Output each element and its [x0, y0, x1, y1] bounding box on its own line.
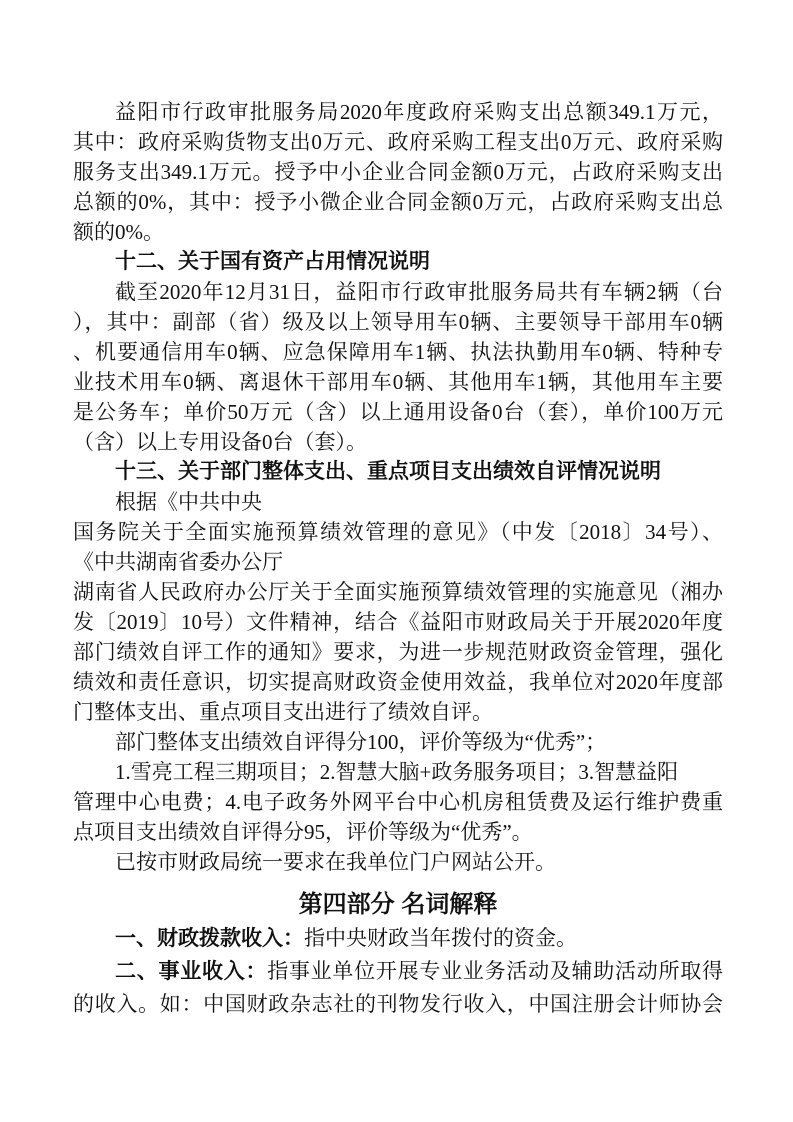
section-heading: 十二、关于国有资产占用情况说明 [115, 250, 430, 273]
text-line: 国务院关于全面实施预算绩效管理的意见》（中发〔2018〕34号）、 [73, 520, 723, 544]
term-label: 一、财政拨款收入： [115, 927, 304, 950]
term-item [73, 955, 723, 988]
section-title: 第四部分 名词解释 [298, 891, 498, 918]
text-line: 湖南省人民政府办公厅关于全面实施预算绩效管理的实施意见（湘办 [73, 580, 723, 604]
text-line: ），其中：副部（省）级及以上领导用车0辆、主要领导干部用车0辆 [73, 310, 723, 334]
text-line: 服务支出349.1万元。授予中小企业合同金额0万元，占政府采购支出 [73, 160, 723, 184]
text-line: 门整体支出、重点项目支出进行了绩效自评。 [73, 700, 493, 724]
text-line: 益阳市行政审批服务局2020年度政府采购支出总额349.1万元， [115, 100, 723, 124]
text-line: 点项目支出绩效自评得分95，评价等级为“优秀”。 [73, 820, 533, 844]
text-line: 部门整体支出绩效自评得分100，评价等级为“优秀”； [115, 730, 607, 754]
term-text-continued: 的收入。如：中国财政杂志社的刊物发行收入，中国注册会计师协会 [73, 992, 723, 1016]
document-body [73, 97, 723, 877]
part4-section [73, 888, 723, 1021]
text-line: 《中共湖南省委办公厅 [73, 550, 283, 574]
term-text: 指事业单位开展专业业务活动及辅助活动所取得 [267, 959, 724, 983]
text-line: 管理中心电费；4.电子政务外网平台中心机房租赁费及运行维护费重 [73, 790, 723, 814]
text-line: 发〔2019〕10号）文件精神，结合《益阳市财政局关于开展2020年度 [73, 610, 723, 634]
text-line: 截至2020年12月31日，益阳市行政审批服务局共有车辆2辆（台 [115, 280, 723, 304]
text-line: 业技术用车0辆、离退休干部用车0辆、其他用车1辆，其他用车主要 [73, 370, 723, 394]
text-line: 、机要通信用车0辆、应急保障用车1辆、执法执勤用车0辆、特种专 [73, 340, 723, 364]
text-line: 已按市财政局统一要求在我单位门户网站公开。 [115, 850, 556, 874]
text-line: 1.雪亮工程三期项目；2.智慧大脑+政务服务项目；3.智慧益阳 [115, 760, 679, 784]
term-text: 指中央财政当年拨付的资金。 [304, 926, 577, 950]
section-heading: 十三、关于部门整体支出、重点项目支出绩效自评情况说明 [115, 460, 661, 483]
text-line: 是公务车；单价50万元（含）以上通用设备0台（套），单价100万元 [73, 400, 723, 424]
term-item [73, 922, 723, 955]
text-line: 根据《中共中央 [115, 490, 262, 514]
term-label: 二、事业收入： [115, 960, 268, 983]
text-line: 部门绩效自评工作的通知》要求，为进一步规范财政资金管理，强化 [73, 640, 723, 664]
text-line: 绩效和责任意识，切实提高财政资金使用效益，我单位对2020年度部 [73, 670, 723, 694]
text-line: 其中：政府采购货物支出0万元、政府采购工程支出0万元、政府采购 [73, 130, 723, 154]
text-line: （含）以上专用设备0台（套）。 [73, 430, 367, 454]
text-line: 额的0%。 [73, 220, 164, 244]
text-line: 总额的0%，其中：授予小微企业合同金额0万元，占政府采购支出总 [73, 190, 723, 214]
